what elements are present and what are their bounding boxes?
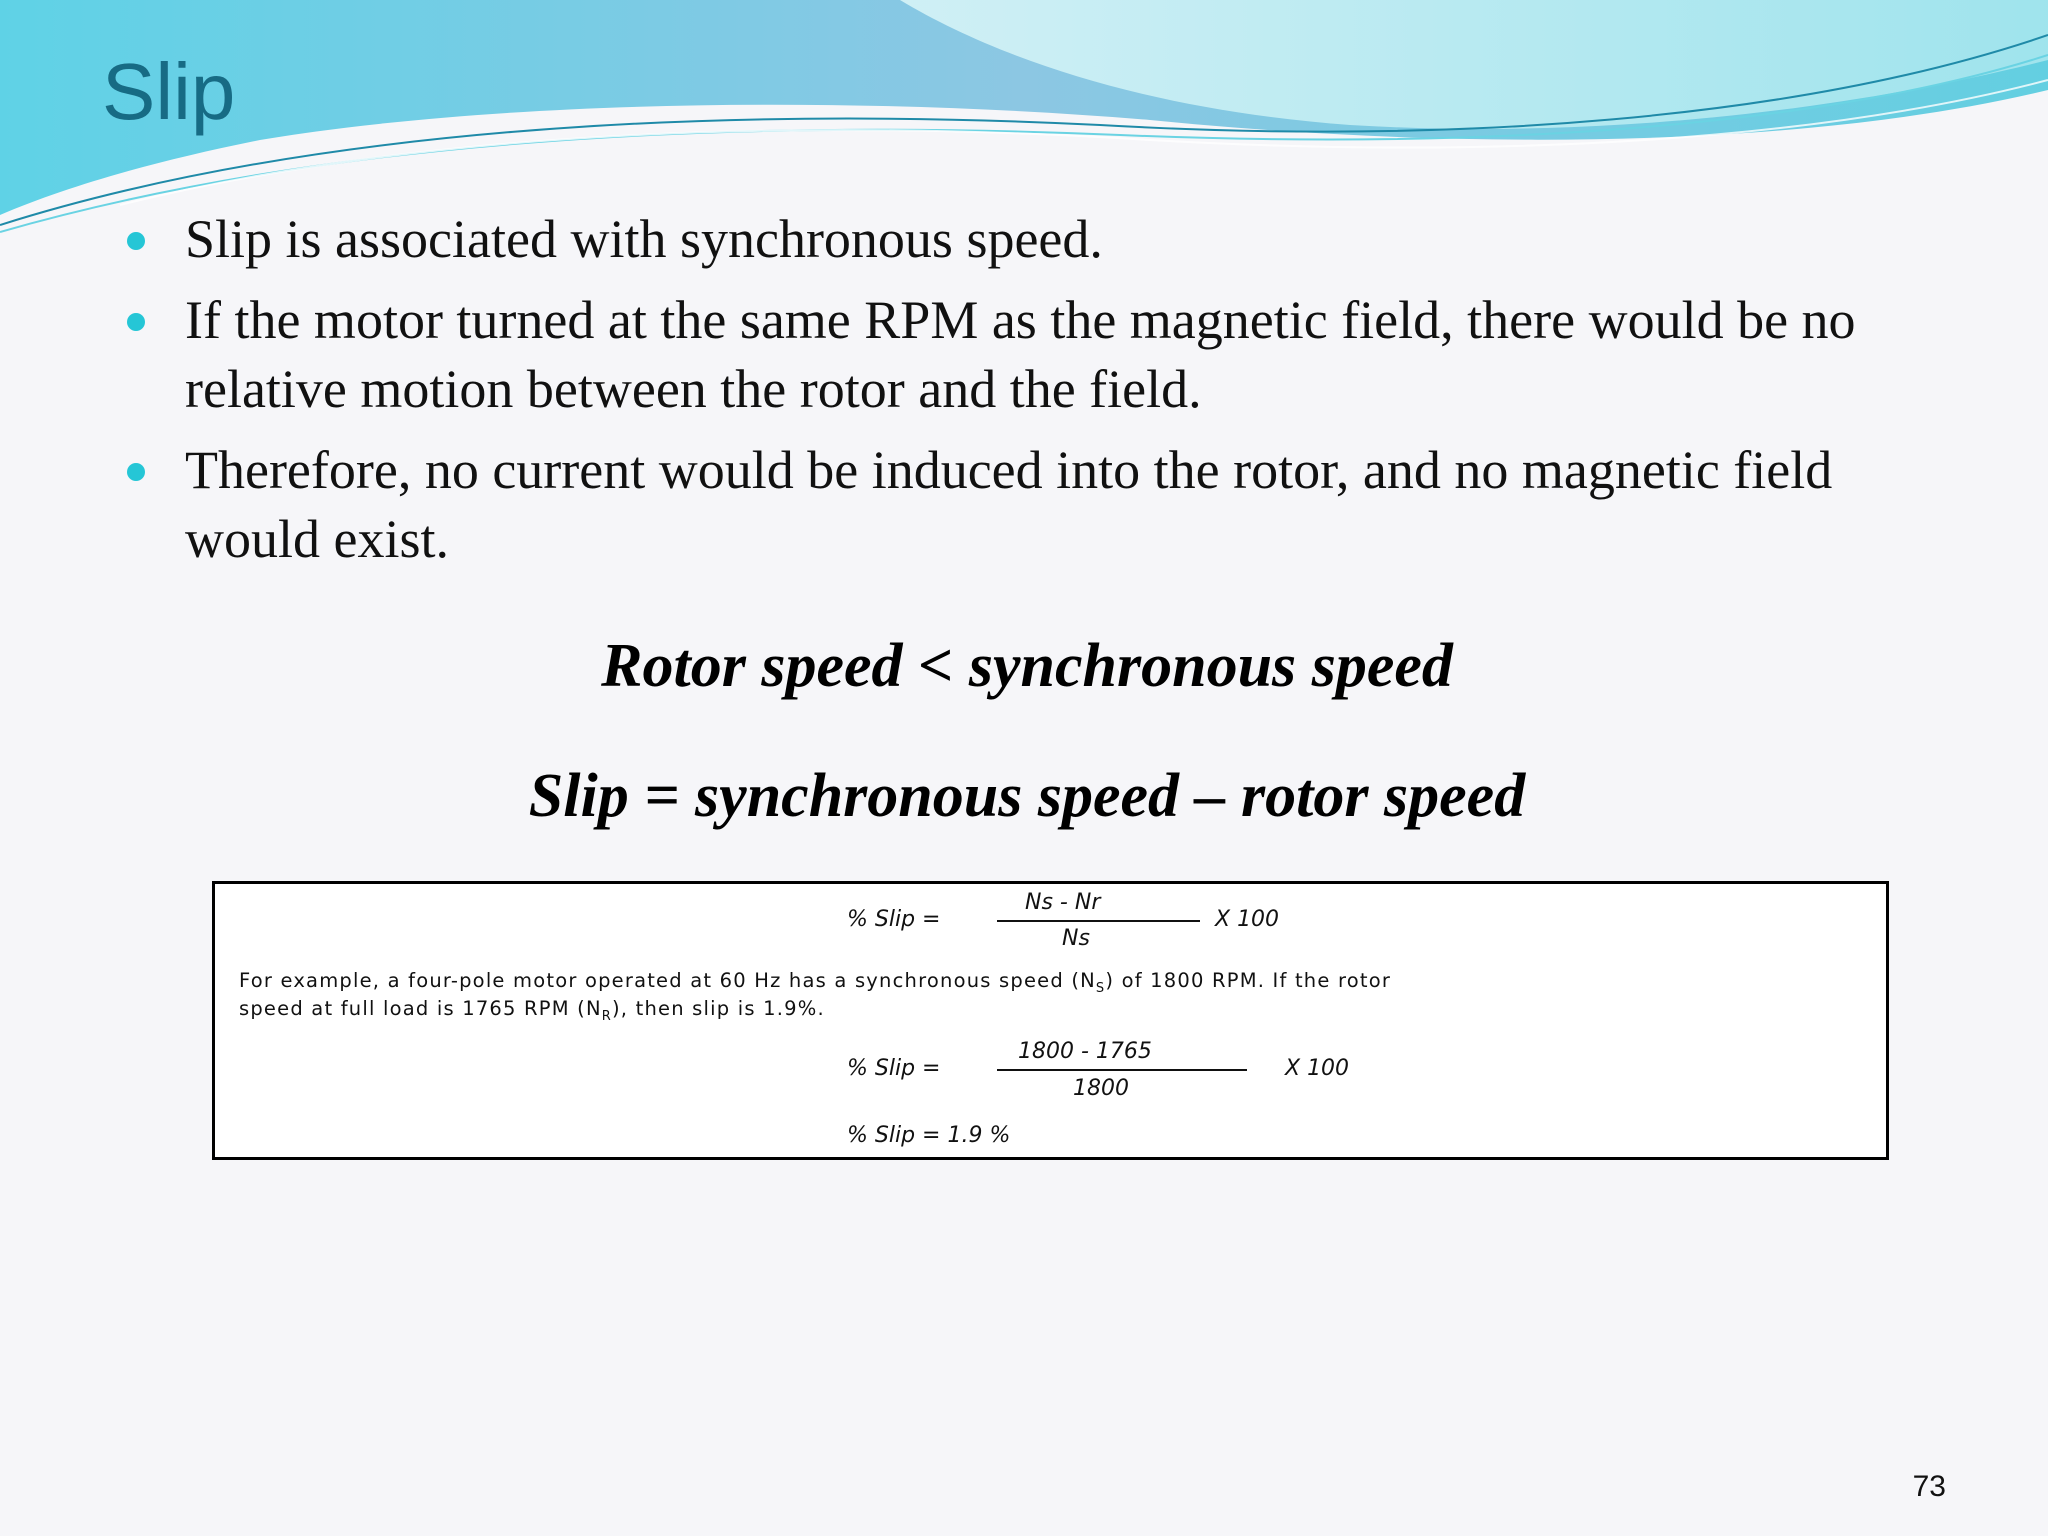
eq3-result: % Slip = 1.9 % [847, 1123, 1011, 1148]
eq1-ns: Ns [1025, 890, 1053, 915]
example-text-line-1b: ) of 1800 RPM. If the rotor [1105, 969, 1392, 992]
example-text-line-1: For example, a four-pole motor operated at 60 Hz has a synchronous speed (N [239, 969, 1096, 992]
bullet-dot-icon [127, 232, 145, 250]
subscript-s: S [1095, 980, 1106, 996]
example-text-line-2: speed at full load is 1765 RPM (N [239, 996, 602, 1020]
slip-example-box [212, 881, 1889, 1160]
eq2-denominator: 1800 [1073, 1076, 1129, 1101]
slide-title: Slip [102, 47, 236, 136]
eq1-numerator [1025, 892, 1100, 914]
formula-slip: Slip = synchronous speed – rotor speed [528, 762, 1526, 830]
formula-rotor-speed: Rotor speed < synchronous speed [601, 632, 1453, 700]
eq1-multiplier: X 100 [1215, 907, 1280, 932]
bullet-list [125, 205, 1925, 586]
bullet-dot-icon [127, 313, 145, 331]
eq2-multiplier: X 100 [1285, 1056, 1350, 1081]
eq1-nr: Nr [1074, 890, 1101, 915]
subscript-r: R [601, 1008, 612, 1024]
eq2-fraction-bar [997, 1069, 1247, 1071]
example-description [239, 971, 1879, 1027]
bullet-item [125, 436, 1925, 574]
bullet-item [125, 286, 1925, 424]
eq2-lhs: % Slip = [847, 1056, 941, 1081]
eq2-numerator: 1800 - 1765 [1018, 1039, 1152, 1064]
bullet-text: Therefore, no current would be induced into the rotor, and no magnetic field would exist. [185, 440, 1833, 569]
bullet-text: If the motor turned at the same RPM as the magnetic field, there would be no relative motion between the rotor and the field. [185, 290, 1856, 419]
eq1-sep: - [1052, 890, 1075, 915]
bullet-item [125, 205, 1925, 274]
bullet-dot-icon [127, 463, 145, 481]
example-text-line-2b: ), then slip is 1.9%. [612, 996, 825, 1020]
eq1-lhs: % Slip = [847, 907, 941, 932]
eq1-fraction-bar [997, 920, 1200, 922]
header-wave-decoration [0, 0, 2048, 240]
eq1-denominator: Ns [1062, 926, 1090, 951]
page-number: 73 [1912, 1470, 1946, 1503]
bullet-text: Slip is associated with synchronous speed. [185, 209, 1103, 269]
